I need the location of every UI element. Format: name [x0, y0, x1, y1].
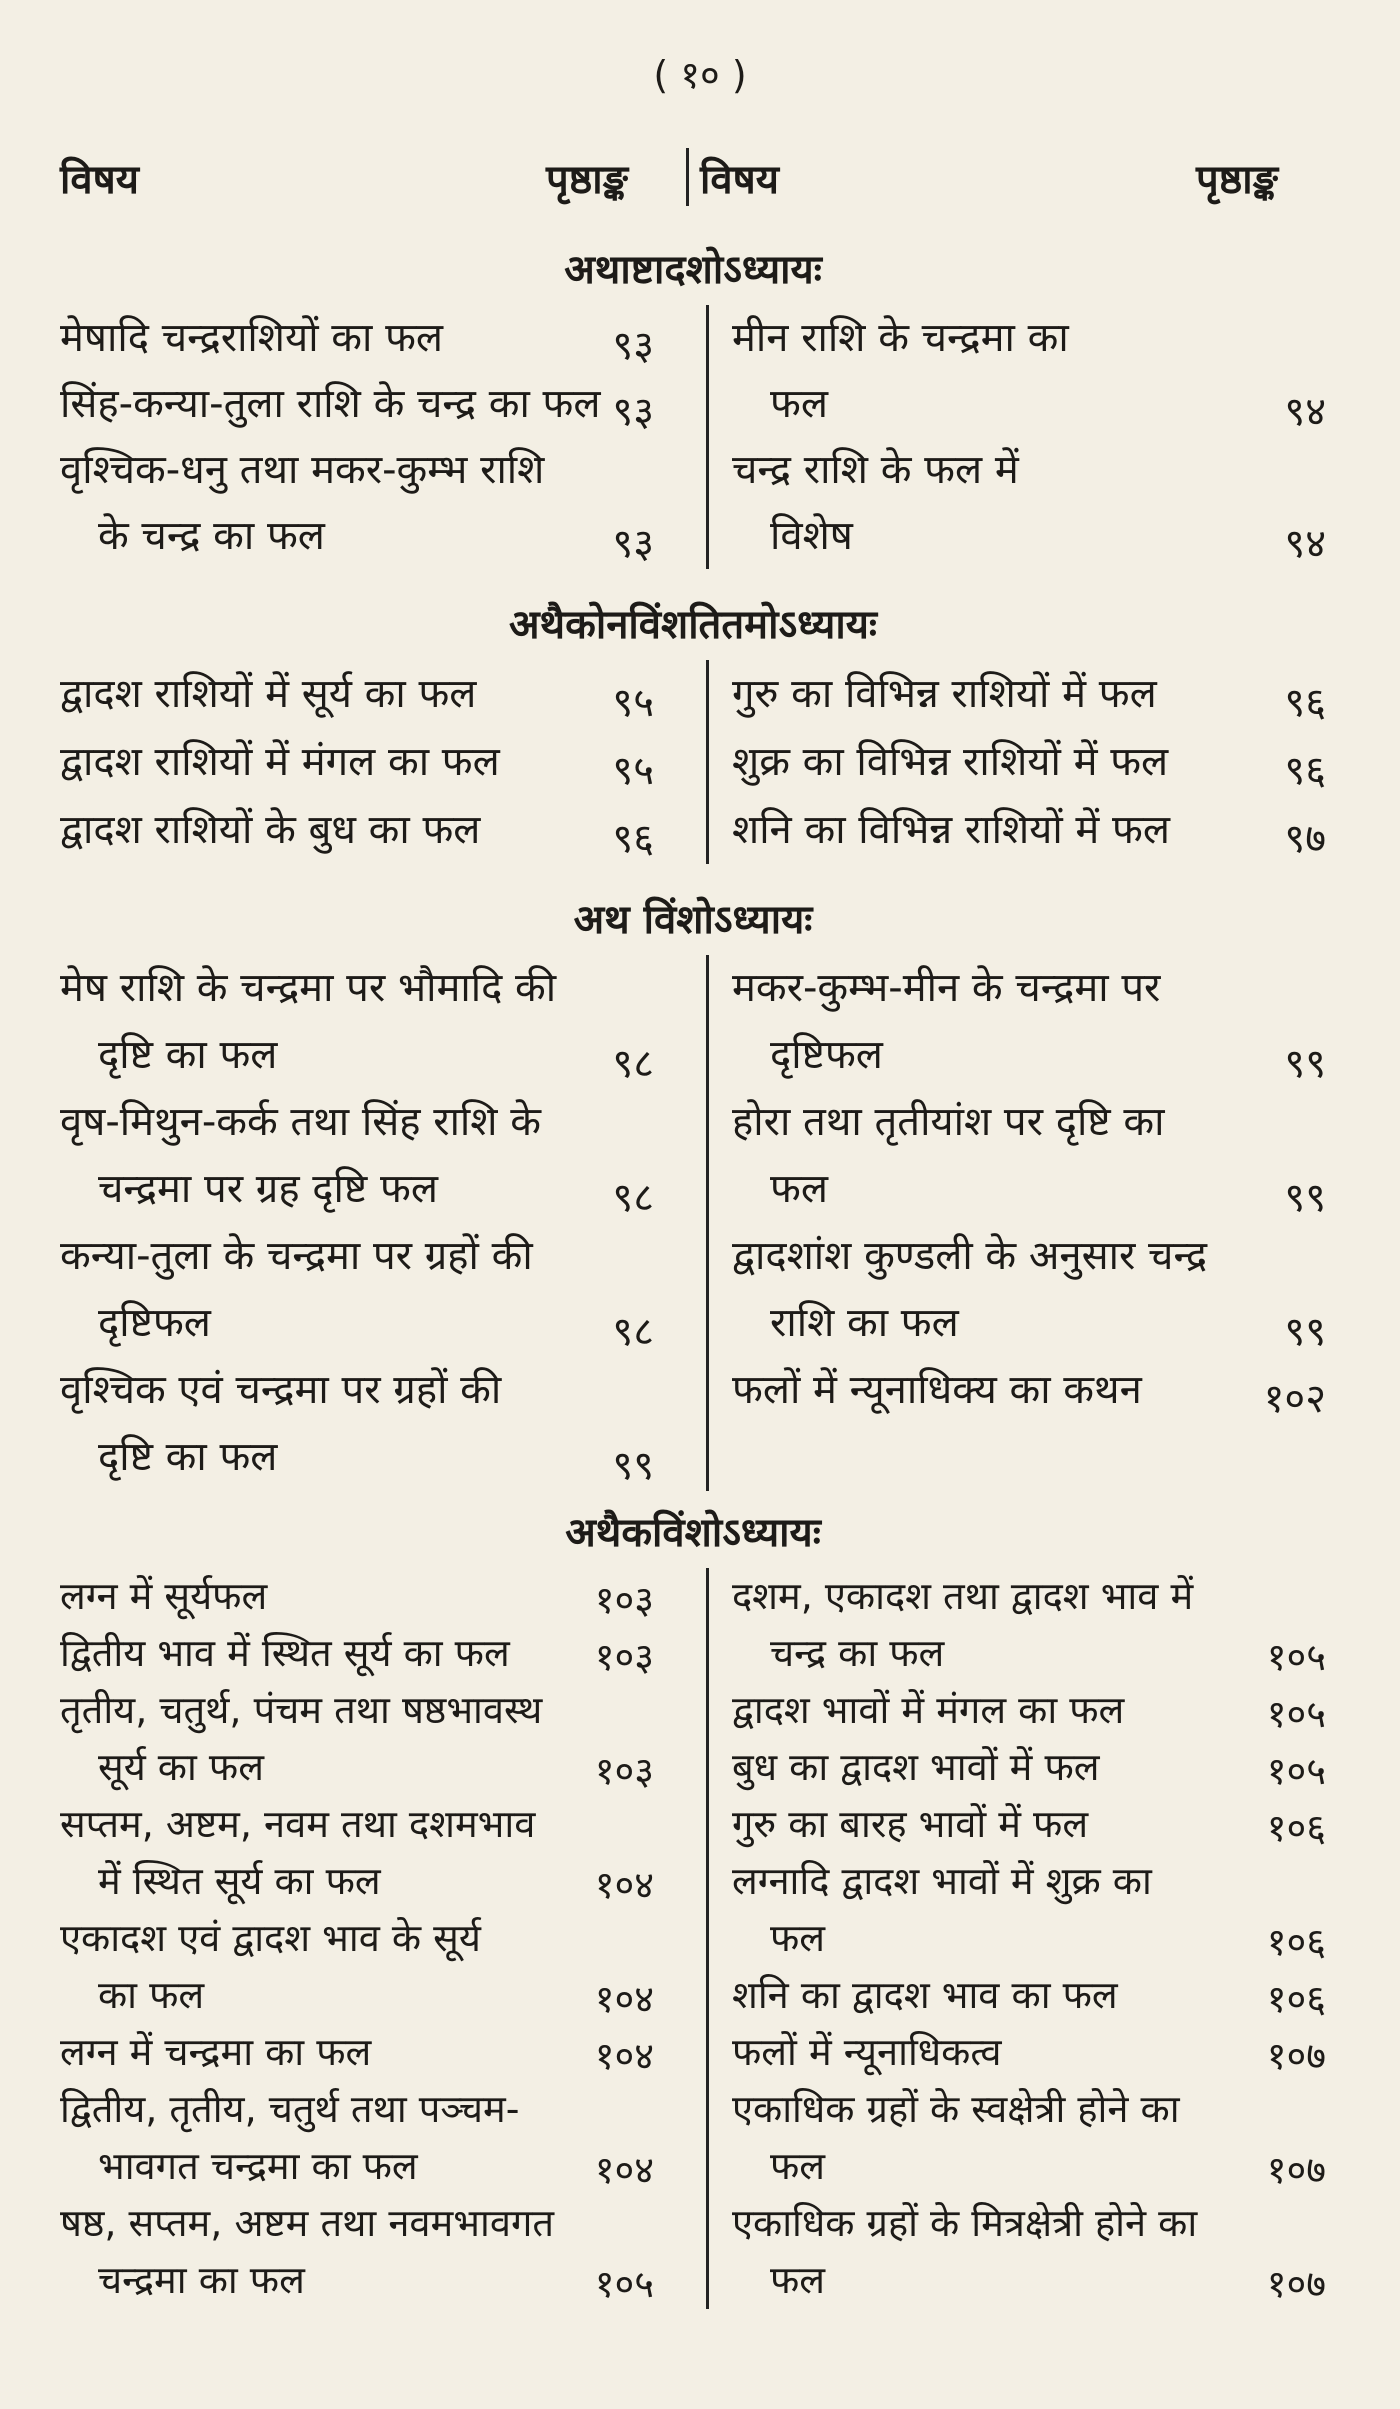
entry-page-number: १०६ — [1266, 1920, 1326, 1964]
entry-title: शनि का द्वादश भाव का फल — [732, 1973, 1118, 2017]
chapter-21-section — [60, 1498, 1326, 2309]
toc-entry — [60, 955, 680, 1089]
left-column — [60, 1568, 706, 2309]
entry-title: द्वादश राशियों में सूर्य का फल — [60, 671, 477, 717]
toc-entry — [732, 660, 1326, 728]
toc-entry — [60, 1682, 680, 1796]
entry-title: शनि का विभिन्न राशियों में फल — [732, 807, 1171, 853]
header-subject-right: विषय — [700, 157, 779, 203]
entry-title: फलों में न्यूनाधिकत्व — [732, 2030, 1002, 2074]
entry-page-number: ९९ — [612, 1443, 654, 1489]
toc-entry — [732, 1568, 1326, 1682]
entry-page-number: १०४ — [594, 1863, 654, 1907]
entry-page-number: १०३ — [594, 1749, 654, 1793]
entry-title: एकाधिक ग्रहों के मित्रक्षेत्री होने का — [732, 2201, 1198, 2245]
right-column — [706, 1568, 1326, 2309]
toc-entry — [732, 2024, 1326, 2081]
entry-page-number: १०४ — [594, 2148, 654, 2192]
header-page-left: पृष्ठाङ्क — [546, 157, 628, 203]
entry-page-number: १०७ — [1266, 2148, 1326, 2192]
column-divider — [706, 955, 709, 1491]
entry-title: राशि का फल — [770, 1300, 959, 1346]
entry-title: चन्द्र राशि के फल में — [732, 447, 1019, 493]
chapter-title: अथ विंशोऽध्यायः — [573, 897, 813, 943]
entry-title: लग्न में सूर्यफल — [60, 1574, 268, 1618]
entry-title: दृष्टिफल — [98, 1300, 211, 1346]
entry-page-number: ९६ — [1284, 748, 1326, 794]
entry-title: द्वादश भावों में मंगल का फल — [732, 1688, 1125, 1732]
toc-entry — [732, 1357, 1326, 1424]
entry-title: षष्ठ, सप्तम, अष्टम तथा नवमभावगत — [60, 2201, 555, 2245]
header-divider — [686, 148, 689, 206]
entry-title: द्वितीय भाव में स्थित सूर्य का फल — [60, 1631, 510, 1675]
entry-page-number: १०६ — [1266, 1977, 1326, 2021]
entry-page-number: ९५ — [612, 748, 654, 794]
toc-entry — [732, 728, 1326, 796]
toc-entry — [60, 796, 680, 864]
toc-entry — [60, 437, 680, 569]
entry-title: वृश्चिक-धनु तथा मकर-कुम्भ राशि — [60, 447, 545, 493]
entry-title: फल — [770, 381, 828, 427]
entry-page-number: १०६ — [1266, 1806, 1326, 1850]
toc-entry — [60, 371, 680, 437]
entry-page-number: १०५ — [594, 2262, 654, 2306]
toc-entry — [732, 1796, 1326, 1853]
entry-page-number: ९९ — [1284, 1309, 1326, 1355]
right-column — [706, 955, 1326, 1491]
left-column — [60, 955, 706, 1491]
entry-title: वृश्चिक एवं चन्द्रमा पर ग्रहों की — [60, 1367, 502, 1413]
left-column — [60, 305, 706, 569]
entry-title: फलों में न्यूनाधिक्य का कथन — [732, 1367, 1142, 1413]
toc-entry — [732, 1739, 1326, 1796]
entry-title: गुरु का बारह भावों में फल — [732, 1802, 1089, 1846]
entry-page-number: ९३ — [612, 389, 654, 435]
toc-entry — [60, 2024, 680, 2081]
toc-columns — [60, 305, 1326, 569]
entry-title: फल — [770, 2144, 826, 2188]
entry-page-number: १०४ — [594, 2034, 654, 2078]
entry-title: बुध का द्वादश भावों में फल — [732, 1745, 1100, 1789]
chapter-title: अथैकविंशोऽध्यायः — [565, 1510, 821, 1556]
entry-page-number: ९४ — [1284, 521, 1326, 567]
toc-columns — [60, 1568, 1326, 2309]
toc-entry — [732, 1089, 1326, 1223]
entry-title: तृतीय, चतुर्थ, पंचम तथा षष्ठभावस्थ — [60, 1688, 543, 1732]
entry-title: मीन राशि के चन्द्रमा का — [732, 315, 1069, 361]
chapter-19-section — [60, 590, 1326, 864]
entry-title: दृष्टि का फल — [98, 1032, 278, 1078]
entry-title: मेषादि चन्द्रराशियों का फल — [60, 315, 444, 361]
entry-title: एकादश एवं द्वादश भाव के सूर्य — [60, 1916, 481, 1960]
entry-page-number: ९८ — [612, 1041, 654, 1087]
entry-title: चन्द्र का फल — [770, 1631, 945, 1675]
entry-title: शुक्र का विभिन्न राशियों में फल — [732, 739, 1169, 785]
toc-entry — [732, 1223, 1326, 1357]
chapter-18-section — [60, 235, 1326, 569]
toc-entry — [60, 728, 680, 796]
entry-title: में स्थित सूर्य का फल — [98, 1859, 381, 1903]
toc-entry — [732, 2195, 1326, 2309]
chapter-20-section — [60, 885, 1326, 1491]
entry-page-number: ९६ — [612, 816, 654, 862]
toc-entry — [732, 437, 1326, 569]
left-column — [60, 660, 706, 864]
entry-title: सूर्य का फल — [98, 1745, 264, 1789]
entry-title: मेष राशि के चन्द्रमा पर भौमादि की — [60, 965, 557, 1011]
toc-columns — [60, 955, 1326, 1491]
toc-entry — [60, 1796, 680, 1910]
entry-page-number: ९५ — [612, 680, 654, 726]
toc-entry — [732, 305, 1326, 437]
entry-title: द्वादश राशियों में मंगल का फल — [60, 739, 500, 785]
entry-title: दशम, एकादश तथा द्वादश भाव में — [732, 1574, 1194, 1618]
entry-page-number: ९९ — [1284, 1175, 1326, 1221]
toc-entry — [732, 796, 1326, 864]
entry-title: दृष्टि का फल — [98, 1434, 278, 1480]
entry-title: वृष-मिथुन-कर्क तथा सिंह राशि के — [60, 1099, 541, 1145]
entry-title: चन्द्रमा पर ग्रह दृष्टि फल — [98, 1166, 438, 1212]
entry-page-number: १०७ — [1266, 2034, 1326, 2078]
toc-entry — [60, 1089, 680, 1223]
entry-title: चन्द्रमा का फल — [98, 2258, 305, 2302]
entry-title: फल — [770, 1166, 828, 1212]
entry-title: सिंह-कन्या-तुला राशि के चन्द्र का फल — [60, 381, 601, 427]
header-page-right: पृष्ठाङ्क — [1196, 157, 1278, 203]
entry-title: फल — [770, 2258, 826, 2302]
entry-title: द्वितीय, तृतीय, चतुर्थ तथा पञ्चम- — [60, 2087, 520, 2131]
header-subject-left: विषय — [60, 157, 139, 203]
toc-entry — [60, 1223, 680, 1357]
chapter-title: अथाष्टादशोऽध्यायः — [564, 247, 822, 293]
entry-title: सप्तम, अष्टम, नवम तथा दशमभाव — [60, 1802, 536, 1846]
entry-page-number: १०७ — [1266, 2262, 1326, 2306]
toc-entry — [60, 1357, 680, 1491]
entry-page-number: ९९ — [1284, 1041, 1326, 1087]
entry-title: गुरु का विभिन्न राशियों में फल — [732, 671, 1157, 717]
toc-entry — [60, 2195, 680, 2309]
entry-page-number: ९३ — [612, 521, 654, 567]
entry-title: मकर-कुम्भ-मीन के चन्द्रमा पर — [732, 965, 1161, 1011]
entry-title: विशेष — [770, 513, 853, 559]
entry-title: द्वादशांश कुण्डली के अनुसार चन्द्र — [732, 1233, 1208, 1279]
entry-page-number: १०५ — [1266, 1635, 1326, 1679]
toc-entry — [732, 1967, 1326, 2024]
page-number: ( १० ) — [653, 53, 747, 97]
entry-title: लग्न में चन्द्रमा का फल — [60, 2030, 372, 2074]
entry-title: कन्या-तुला के चन्द्रमा पर ग्रहों की — [60, 1233, 533, 1279]
toc-entry — [732, 2081, 1326, 2195]
toc-entry — [60, 305, 680, 371]
entry-page-number: १०५ — [1266, 1692, 1326, 1736]
entry-page-number: ९६ — [1284, 680, 1326, 726]
entry-page-number: १०३ — [594, 1635, 654, 1679]
entry-page-number: ९८ — [612, 1309, 654, 1355]
chapter-title: अथैकोनविंशतितमोऽध्यायः — [509, 602, 877, 648]
entry-title: के चन्द्र का फल — [98, 513, 325, 559]
right-column — [706, 305, 1326, 569]
entry-title: एकाधिक ग्रहों के स्वक्षेत्री होने का — [732, 2087, 1180, 2131]
entry-page-number: १०४ — [594, 1977, 654, 2021]
entry-title: फल — [770, 1916, 826, 1960]
entry-page-number: ९४ — [1284, 389, 1326, 435]
entry-page-number: १०२ — [1263, 1376, 1326, 1422]
toc-entry — [60, 2081, 680, 2195]
toc-entry — [732, 1682, 1326, 1739]
toc-entry — [60, 660, 680, 728]
column-divider — [706, 305, 709, 569]
entry-title: दृष्टिफल — [770, 1032, 883, 1078]
entry-page-number: १०५ — [1266, 1749, 1326, 1793]
right-column — [706, 660, 1326, 864]
entry-title: भावगत चन्द्रमा का फल — [98, 2144, 418, 2188]
entry-title: होरा तथा तृतीयांश पर दृष्टि का — [732, 1099, 1165, 1145]
entry-page-number: ९३ — [612, 323, 654, 369]
toc-entry — [60, 1910, 680, 2024]
toc-entry — [732, 955, 1326, 1089]
entry-page-number: ९७ — [1284, 816, 1326, 862]
toc-entry — [60, 1568, 680, 1625]
toc-entry — [732, 1853, 1326, 1967]
column-divider — [706, 1568, 709, 2309]
entry-page-number: ९८ — [612, 1175, 654, 1221]
toc-entry — [60, 1625, 680, 1682]
column-divider — [706, 660, 709, 864]
toc-columns — [60, 660, 1326, 864]
entry-title: द्वादश राशियों के बुध का फल — [60, 807, 481, 853]
entry-title: का फल — [98, 1973, 205, 2017]
entry-page-number: १०३ — [594, 1578, 654, 1622]
entry-title: लग्नादि द्वादश भावों में शुक्र का — [732, 1859, 1152, 1903]
